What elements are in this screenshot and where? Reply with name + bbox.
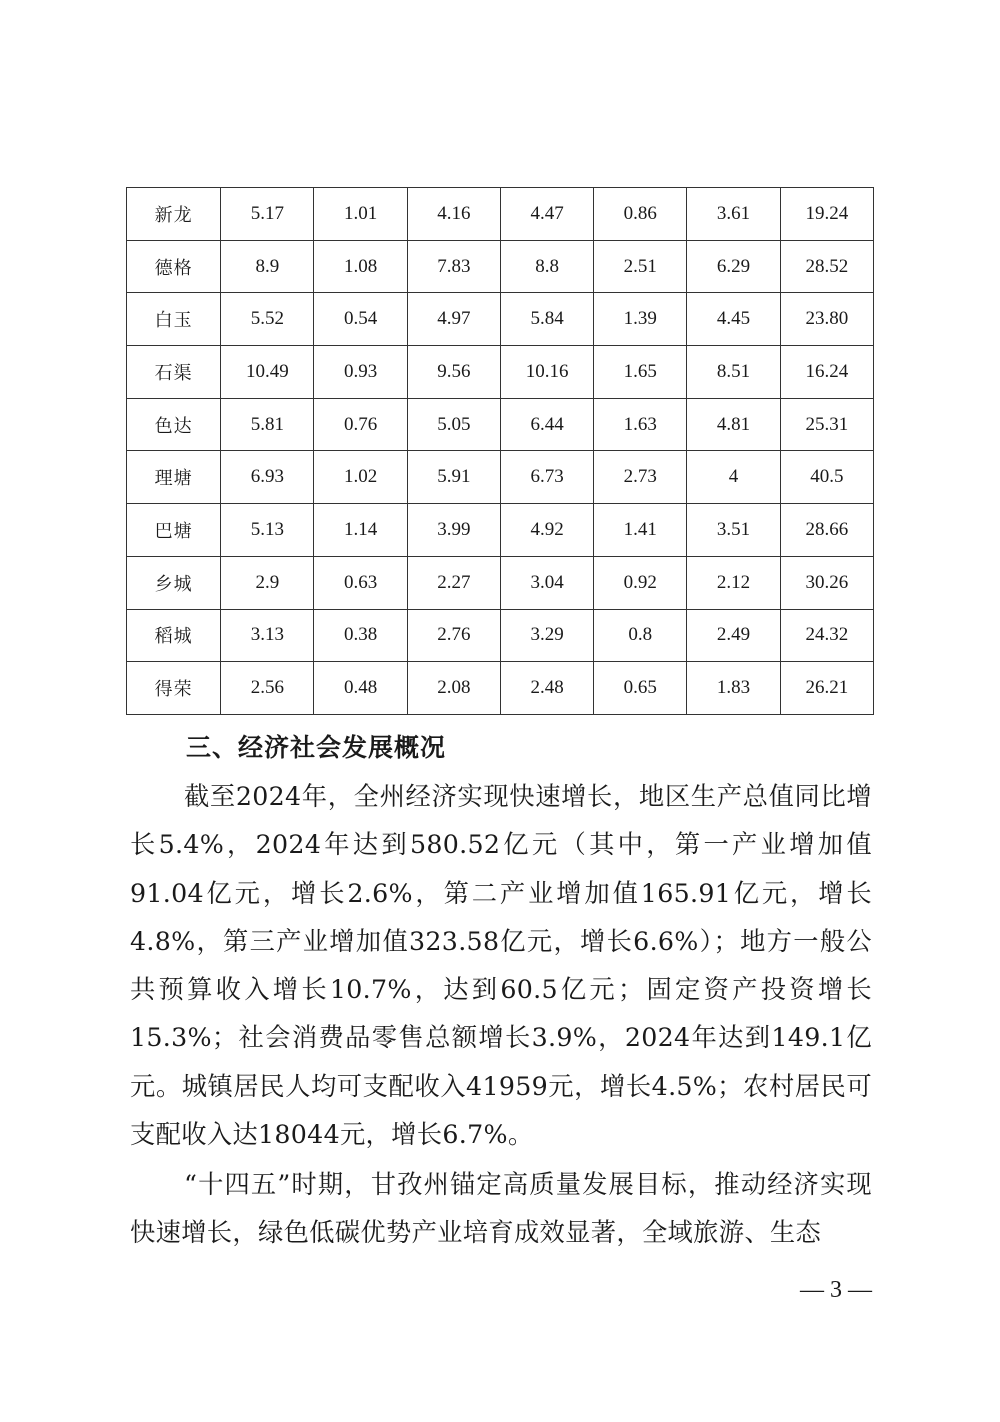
value-cell: 26.21 (780, 662, 873, 715)
value-cell: 1.83 (687, 662, 780, 715)
county-name-cell: 理塘 (127, 451, 221, 504)
county-name-cell: 巴塘 (127, 504, 221, 557)
county-name-cell: 石渠 (127, 346, 221, 399)
value-cell: 5.05 (407, 398, 500, 451)
table-row (127, 451, 874, 504)
table-body (127, 188, 874, 715)
value-cell: 3.61 (687, 188, 780, 241)
value-cell: 0.92 (594, 556, 687, 609)
value-cell: 4.45 (687, 293, 780, 346)
value-cell: 2.08 (407, 662, 500, 715)
value-cell: 6.44 (500, 398, 593, 451)
value-cell: 5.91 (407, 451, 500, 504)
value-cell: 24.32 (780, 609, 873, 662)
value-cell: 2.12 (687, 556, 780, 609)
value-cell: 6.93 (221, 451, 314, 504)
value-cell: 4.92 (500, 504, 593, 557)
value-cell: 1.08 (314, 240, 407, 293)
value-cell: 2.9 (221, 556, 314, 609)
value-cell: 0.65 (594, 662, 687, 715)
table-row (127, 188, 874, 241)
value-cell: 19.24 (780, 188, 873, 241)
value-cell: 2.27 (407, 556, 500, 609)
county-name-cell: 乡城 (127, 556, 221, 609)
value-cell: 3.51 (687, 504, 780, 557)
value-cell: 1.02 (314, 451, 407, 504)
value-cell: 3.99 (407, 504, 500, 557)
value-cell: 0.63 (314, 556, 407, 609)
value-cell: 5.84 (500, 293, 593, 346)
county-name-cell: 白玉 (127, 293, 221, 346)
table-row (127, 662, 874, 715)
value-cell: 0.8 (594, 609, 687, 662)
county-name-cell: 德格 (127, 240, 221, 293)
value-cell: 1.39 (594, 293, 687, 346)
value-cell: 3.04 (500, 556, 593, 609)
value-cell: 1.63 (594, 398, 687, 451)
value-cell: 5.81 (221, 398, 314, 451)
value-cell: 4.47 (500, 188, 593, 241)
value-cell: 5.17 (221, 188, 314, 241)
value-cell: 2.48 (500, 662, 593, 715)
value-cell: 0.76 (314, 398, 407, 451)
value-cell: 4.97 (407, 293, 500, 346)
value-cell: 6.73 (500, 451, 593, 504)
value-cell: 5.13 (221, 504, 314, 557)
table-row (127, 398, 874, 451)
value-cell: 1.41 (594, 504, 687, 557)
page-number: — 3 — (800, 1277, 872, 1303)
value-cell: 0.54 (314, 293, 407, 346)
value-cell: 28.52 (780, 240, 873, 293)
value-cell: 10.49 (221, 346, 314, 399)
value-cell: 0.48 (314, 662, 407, 715)
value-cell: 8.51 (687, 346, 780, 399)
value-cell: 28.66 (780, 504, 873, 557)
value-cell: 5.52 (221, 293, 314, 346)
value-cell: 2.56 (221, 662, 314, 715)
value-cell: 1.65 (594, 346, 687, 399)
county-name-cell: 得荣 (127, 662, 221, 715)
paragraph-14th-five-year: “十四五”时期，甘孜州锚定高质量发展目标，推动经济实现快速增长，绿色低碳优势产业培育成效显著，全域旅游、生态 (130, 1170, 872, 1248)
value-cell: 3.13 (221, 609, 314, 662)
table-row (127, 346, 874, 399)
county-name-cell: 色达 (127, 398, 221, 451)
value-cell: 6.29 (687, 240, 780, 293)
section-heading: 三、经济社会发展概况 (186, 733, 447, 762)
value-cell: 0.86 (594, 188, 687, 241)
value-cell: 0.38 (314, 609, 407, 662)
value-cell: 40.5 (780, 451, 873, 504)
table-row (127, 293, 874, 346)
table-row (127, 504, 874, 557)
county-name-cell: 稻城 (127, 609, 221, 662)
value-cell: 16.24 (780, 346, 873, 399)
value-cell: 1.14 (314, 504, 407, 557)
value-cell: 25.31 (780, 398, 873, 451)
value-cell: 4 (687, 451, 780, 504)
value-cell: 30.26 (780, 556, 873, 609)
table-row (127, 609, 874, 662)
value-cell: 10.16 (500, 346, 593, 399)
value-cell: 1.01 (314, 188, 407, 241)
value-cell: 8.9 (221, 240, 314, 293)
table-row (127, 240, 874, 293)
county-data-table (126, 187, 874, 715)
value-cell: 2.51 (594, 240, 687, 293)
value-cell: 3.29 (500, 609, 593, 662)
paragraph-economy-summary: 截至2024年，全州经济实现快速增长，地区生产总值同比增长5.4%，2024年达到580.52亿元（其中，第一产业增加值91.04亿元，增长2.6%，第二产业增加值165.91亿元，增长4.8%，第三产业增加值323.58亿元，增长6.6%）；地方一般公共预算收入增长10.7%，达到60.5亿元；固定资产投资增长15.3%；社会消费品零售总额增长3.9%，2024年达到149.1亿元。城镇居民人均可支配收入41959元，增长4.5%；农村居民可支配收入达18044元，增长6.7%。 (130, 782, 872, 1150)
value-cell: 8.8 (500, 240, 593, 293)
value-cell: 2.76 (407, 609, 500, 662)
value-cell: 2.49 (687, 609, 780, 662)
value-cell: 9.56 (407, 346, 500, 399)
table-row (127, 556, 874, 609)
value-cell: 4.81 (687, 398, 780, 451)
county-name-cell: 新龙 (127, 188, 221, 241)
value-cell: 23.80 (780, 293, 873, 346)
value-cell: 4.16 (407, 188, 500, 241)
value-cell: 0.93 (314, 346, 407, 399)
value-cell: 2.73 (594, 451, 687, 504)
value-cell: 7.83 (407, 240, 500, 293)
